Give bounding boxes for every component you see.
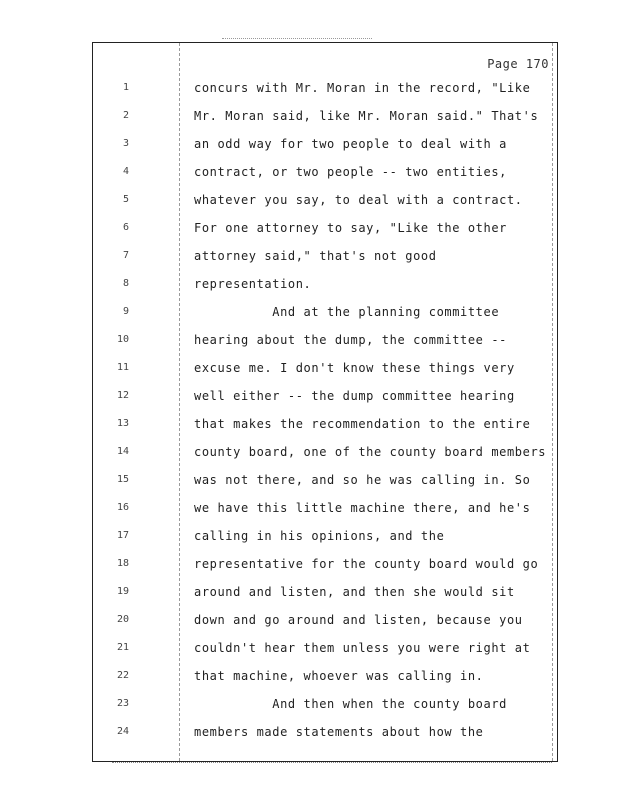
line-text: county board, one of the county board members: [194, 445, 547, 459]
right-margin-rule: [552, 43, 553, 761]
scan-artifact-bottom: [112, 762, 552, 766]
line-number: 16: [116, 502, 129, 513]
line-number: 24: [116, 726, 129, 737]
line-number: 8: [122, 278, 129, 289]
line-text: representation.: [194, 277, 312, 291]
line-text: hearing about the dump, the committee --: [194, 333, 507, 347]
line-text: that makes the recommendation to the entire: [194, 417, 531, 431]
line-text: around and listen, and then she would sit: [194, 585, 515, 599]
line-text: that machine, whoever was calling in.: [194, 669, 484, 683]
line-number: 9: [122, 306, 129, 317]
line-number: 20: [116, 614, 129, 625]
line-number: 15: [116, 474, 129, 485]
line-text: contract, or two people -- two entities,: [194, 165, 507, 179]
line-number: 14: [116, 446, 129, 457]
line-text: And then when the county board: [194, 697, 507, 711]
line-number: 3: [122, 138, 129, 149]
line-number: 17: [116, 530, 129, 541]
line-text: And at the planning committee: [194, 305, 500, 319]
line-number: 22: [116, 670, 129, 681]
line-text: we have this little machine there, and he's: [194, 501, 531, 515]
line-text: For one attorney to say, "Like the other: [194, 221, 507, 235]
line-text: concurs with Mr. Moran in the record, "Like: [194, 81, 531, 95]
line-text: representative for the county board would go: [194, 557, 539, 571]
line-number: 7: [122, 250, 129, 261]
line-text: was not there, and so he was calling in. So: [194, 473, 531, 487]
line-number: 19: [116, 586, 129, 597]
transcript-page: [92, 42, 558, 762]
left-margin-rule: [179, 43, 180, 761]
line-text: Mr. Moran said, like Mr. Moran said." That's: [194, 109, 539, 123]
line-number: 21: [116, 642, 129, 653]
line-text: down and go around and listen, because you: [194, 613, 523, 627]
line-text: calling in his opinions, and the: [194, 529, 445, 543]
line-number: 10: [116, 334, 129, 345]
line-number: 18: [116, 558, 129, 569]
line-number: 11: [116, 362, 129, 373]
line-number: 1: [122, 82, 129, 93]
line-number: 13: [116, 418, 129, 429]
line-number: 6: [122, 222, 129, 233]
line-number: 23: [116, 698, 129, 709]
line-text: couldn't hear them unless you were right at: [194, 641, 531, 655]
line-number: 2: [122, 110, 129, 121]
line-number: 12: [116, 390, 129, 401]
line-text: whatever you say, to deal with a contract.: [194, 193, 523, 207]
page-number: Page 170: [487, 57, 549, 71]
line-text: excuse me. I don't know these things very: [194, 361, 515, 375]
line-number: 4: [122, 166, 129, 177]
line-text: an odd way for two people to deal with a: [194, 137, 507, 151]
line-text: well either -- the dump committee hearing: [194, 389, 515, 403]
line-number: 5: [122, 194, 129, 205]
line-text: attorney said," that's not good: [194, 249, 437, 263]
line-text: members made statements about how the: [194, 725, 484, 739]
